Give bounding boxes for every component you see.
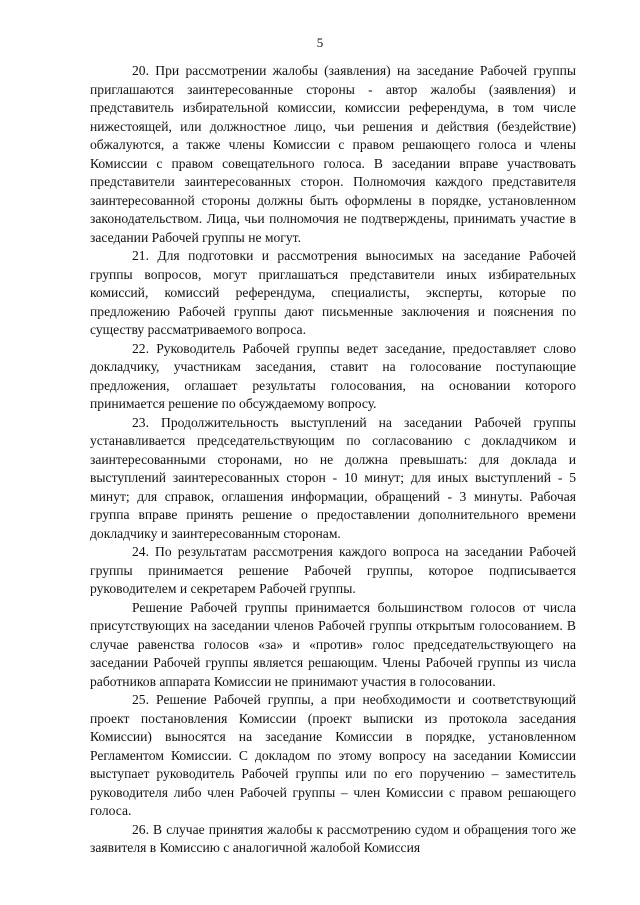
document-body bbox=[90, 62, 576, 858]
paragraph-20: 20. При рассмотрении жалобы (заявления) на заседание Рабочей группы приглашаются заинтересованные стороны - автор жалобы (заявления) и представитель избирательной комиссии, комиссии референдума, в том числе нижестоящей, или должностное лицо, чьи решения и действия (бездействие) обжалуются, а также члены Комиссии с правом решающего голоса и члены Комиссии с правом совещательного голоса. В заседании вправе участвовать представители заинтересованных сторон. Полномочия каждого представителя заинтересованной стороны должны быть оформлены в порядке, установленном законодательством. Лица, чьи полномочия не подтверждены, принимать участие в заседании Рабочей группы не могут. bbox=[90, 63, 576, 245]
paragraph-21: 21. Для подготовки и рассмотрения выносимых на заседание Рабочей группы вопросов, могут приглашаться представители иных избирательных комиссий, комиссий референдума, специалисты, эксперты, которые по предложению Рабочей группы дают письменные заключения и пояснения по существу рассматриваемого вопроса. bbox=[90, 248, 576, 337]
paragraph-23: 23. Продолжительность выступлений на заседании Рабочей группы устанавливается председательствующим по согласованию с докладчиком и заинтересованными сторонами, но не должна превышать: для доклада и выступлений заинтересованных сторон - 10 минут; для иных выступлений - 5 минут; для справок, оглашения информации, обращений - 3 минуты. Рабочая группа вправе принять решение о предоставлении дополнительного времени докладчику и заинтересованным сторонам. bbox=[90, 414, 576, 541]
paragraph-22: 22. Руководитель Рабочей группы ведет заседание, предоставляет слово докладчику, участникам заседания, ставит на голосование поступающие предложения, оглашает результаты голосования, на основании которого принимается решение по обсуждаемому вопросу. bbox=[90, 340, 576, 411]
paragraph-25: 25. Решение Рабочей группы, а при необходимости и соответствующий проект постановления Комиссии (проект выписки из протокола заседания Комиссии) выносятся на заседание Комиссии в порядке, установленном Регламентом Комиссии. С докладом по этому вопросу на заседании Комиссии выступает руководитель Рабочей группы или по его поручению – заместитель руководителя либо член Рабочей группы – член Комиссии с правом решающего голоса. bbox=[90, 692, 576, 818]
paragraph-26: 26. В случае принятия жалобы к рассмотрению судом и обращения того же заявителя в Комиссию с аналогичной жалобой Комиссия bbox=[90, 821, 576, 855]
page-number: 5 bbox=[316, 35, 324, 50]
paragraph-24-decision: Решение Рабочей группы принимается большинством голосов от числа присутствующих на заседании членов Рабочей группы открытым голосованием. В случае равенства голосов «за» и «против» голос председательствующего на заседании Рабочей группы является решающим. Члены Рабочей группы из числа работников аппарата Комиссии не принимают участия в голосовании. bbox=[90, 599, 576, 689]
paragraph-24: 24. По результатам рассмотрения каждого вопроса на заседании Рабочей группы принимается решение Рабочей группы, которое подписывается руководителем и секретарем Рабочей группы. bbox=[90, 544, 576, 596]
